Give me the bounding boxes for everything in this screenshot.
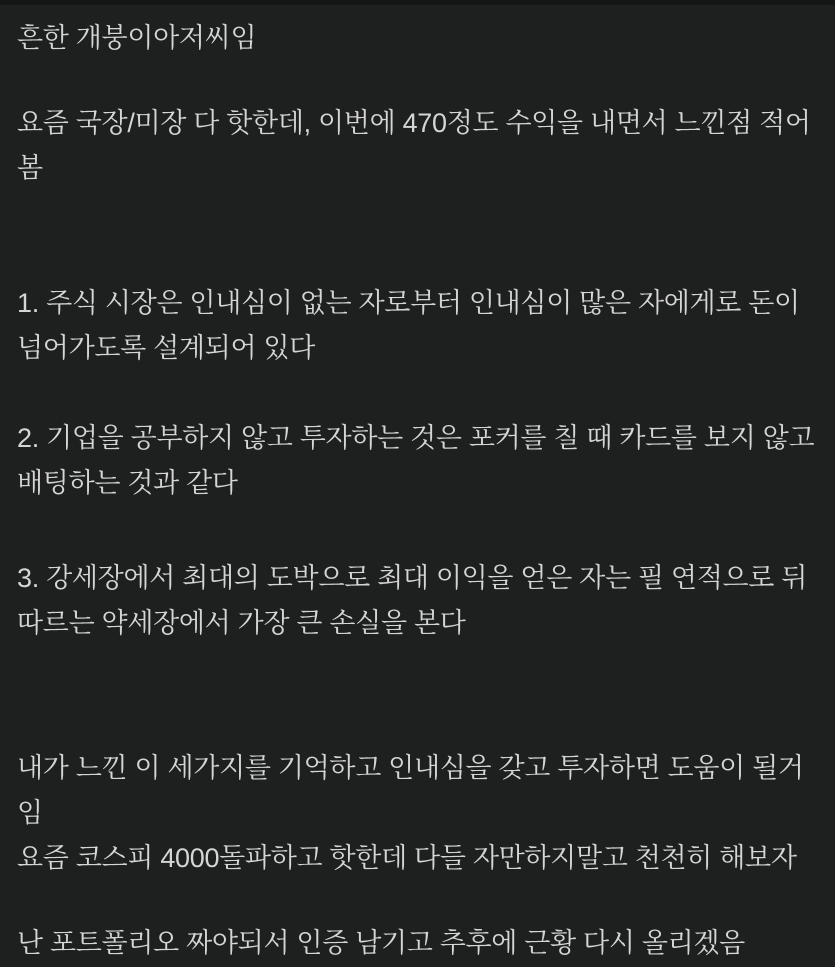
post-paragraph-lesson-2 [17,416,821,506]
post-line: 봄 [17,153,43,183]
post-line: 1. 주식 시장은 인내심이 없는 자로부터 인내심이 많은 자에게로 돈이 [17,288,800,318]
post-line: 3. 강세장에서 최대의 도박으로 최대 이익을 얻은 자는 필 연적으로 뒤 [17,563,808,593]
post-line: 배팅하는 것과 같다 [17,468,238,498]
post-line: 흔한 개붕이아저씨임 [17,23,257,53]
post-paragraph-outro [17,921,821,966]
post-paragraph-conclusion [17,746,821,881]
post-line: 2. 기업을 공부하지 않고 투자하는 것은 포커를 칠 때 카드를 보지 않고 [17,423,815,453]
post-line: 요즘 국장/미장 다 핫한데, 이번에 470정도 수익을 내면서 느낀점 적어 [17,108,811,138]
post-paragraph-lesson-3 [17,556,821,646]
post-line: 난 포트폴리오 짜야되서 인증 남기고 추후에 근황 다시 올리겠음 [17,928,745,958]
post-line: 넘어가도록 설계되어 있다 [17,333,316,363]
post-body [0,5,835,966]
post-paragraph-summary [17,101,821,191]
post-line: 임 [17,798,43,828]
post-paragraph-lesson-1 [17,281,821,371]
post-paragraph-intro [17,16,821,61]
post-line: 내가 느낀 이 세가지를 기억하고 인내심을 갖고 투자하면 도움이 될거 [17,753,804,783]
post-line: 따르는 약세장에서 가장 큰 손실을 본다 [17,608,466,638]
post-line: 요즘 코스피 4000돌파하고 핫한데 다들 자만하지말고 천천히 해보자 [17,843,797,873]
